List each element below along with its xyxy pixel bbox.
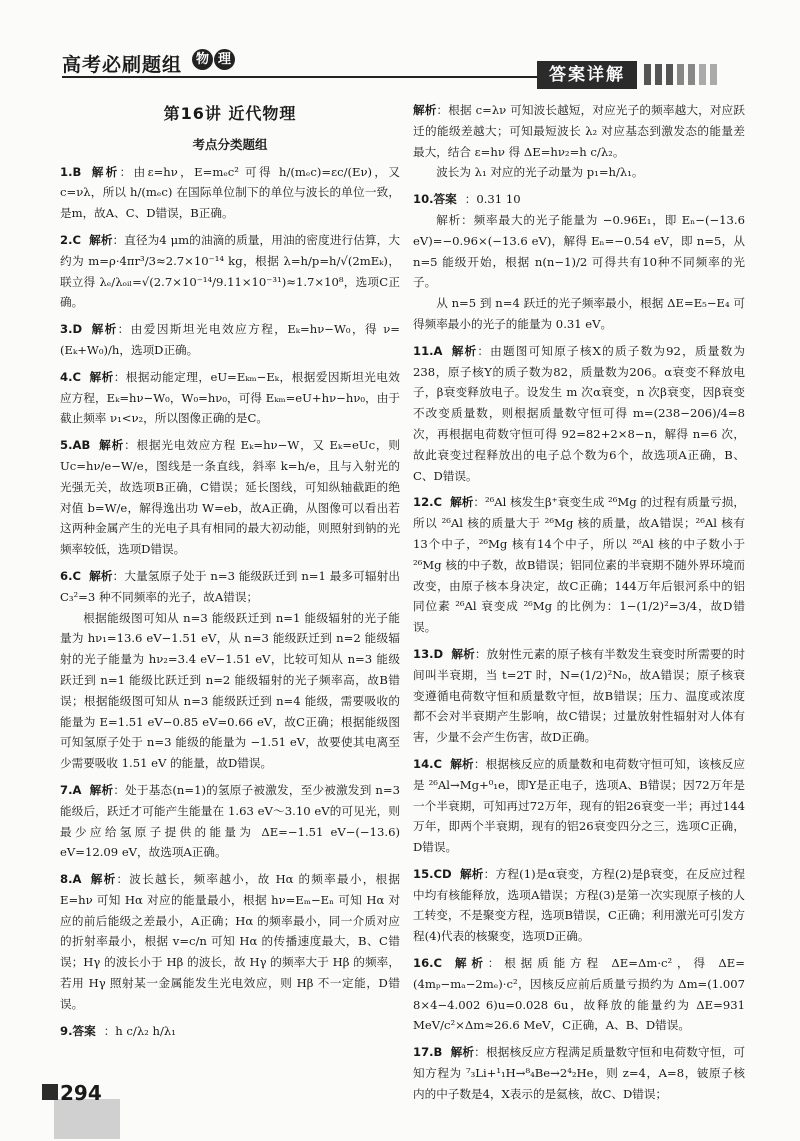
page-number-block [42,1081,122,1141]
answer-choice: D [72,322,83,337]
analysis-label: 解析 [89,872,117,887]
answer-section-tab: 答案详解 [537,61,637,89]
answer-paragraph [413,341,745,487]
answer-item [413,492,745,638]
analysis-label: 解析 [450,495,474,510]
analysis-label: 解析 [413,103,437,117]
right-column [413,100,745,1111]
answer-item [60,869,400,1015]
answer-item [413,864,745,947]
answer-choice: C [72,568,81,583]
analysis-label: 解析 [450,756,474,771]
left-column [60,100,400,1047]
answer-paragraph [413,953,745,1036]
question-number: 6. [60,568,73,583]
answer-text: ：根据核反应方程满足质量数守恒和电荷数守恒，可知方程为 ⁷₃Li+¹₁H→⁸₄Be→2⁴₂He，则 z=4，A=8，铍原子核内的中子数是4，X表示的是氦核，故C、D错误； [413,1045,745,1101]
answer-item [60,319,400,361]
answer-continuation: 从 n=5 到 n=4 跃迁的光子频率最小，根据 ΔE=E₅−E₄ 可得频率最小的光子的能量为 0.31 eV。 [413,296,745,331]
subject-char: 物 [192,49,213,70]
answer-choice: A [72,872,82,887]
answer-continuation: 解析：频率最大的光子能量为 −0.96E₁，即 Eₙ−(−13.6 eV)=−0.96×(−13.6 eV)，解得 Eₙ=−0.54 eV，即 n=5，从 n=5 能级开始，根据 n(n−1)/2 可得共有10种不同频率的光子。 [413,212,745,290]
answer-paragraph [60,367,400,429]
question-number: 10. [413,192,434,207]
answer-text: ：处于基态(n=1)的氢原子被激发，至少被激发到 n=3 能级后，跃迁才可能产生能量在 1.63 eV～3.10 eV的可见光，则最少应给氢原子提供的能量为 ΔE=−1.51 eV−(−13.6) eV=12.09 eV，故选项A正确。 [60,782,400,860]
answer-text: ：由ε=hν，E=mₑc² 可得 h/(mₑc)=εc/(Eν)，又c=νλ，所以 h/(mₑc) 在国际单位制下的单位与波长的单位一致，是m，故A、C、D错误，B正确。 [60,164,400,221]
answer-paragraph [413,189,745,210]
question-number: 15. [413,866,434,881]
question-number: 11. [413,343,434,358]
answer-text: ：方程(1)是α衰变，方程(2)是β衰变，在反应过程中均有核能释放，选项A错误；方程(3)是第一次实现原子核的人工转变，不是聚变方程，选项B错误，C正确；利用激光可引发方程(4)代表的核聚变，选项D正确。 [413,866,745,944]
answer-paragraph [60,566,400,608]
answer-text: ：根据 c=λν 可知波长越短，对应光子的频率越大，对应跃迁的能级差越大；可知最短波长 λ₂ 对应基态到激发态的能量差最大，结合 ε=hν 得 ΔE=hν₂=h c/λ₂。 [413,103,745,159]
answer-paragraph [413,100,745,162]
answer-item [413,1042,745,1104]
analysis-label: 解析 [89,164,120,179]
answer-choice: 答案 [433,192,457,207]
analysis-label: 解析 [98,438,125,453]
answer-paragraph [60,869,400,1015]
question-number: 9. [60,1023,73,1038]
decorative-stripes [644,64,717,85]
analysis-label: 解析 [450,343,478,358]
answer-item [413,189,745,335]
answer-item [413,754,745,858]
answer-choice: C [72,232,81,247]
answer-choice: D [433,646,444,661]
answer-text: ：放射性元素的原子核有半数发生衰变时所需要的时间叫半衰期，当 t=2T 时，N=(1/2)²N₀，故A错误；原子核衰变遵循电荷数守恒和质量数守恒，故B错误；压力、温度或浓度都不会对半衰期产生影响，故C错误；过量放射性辐射对人体有害，少量不会产生伤害，故D正确。 [413,646,745,745]
analysis-label: 解析 [89,232,113,247]
answer-list-right [413,100,745,1105]
question-number: 5. [60,438,73,453]
answer-choice: A [433,343,443,358]
answer-item [60,162,400,224]
answer-choice: 答案 [72,1023,96,1038]
answer-paragraph [60,780,400,863]
answer-choice: C [433,495,443,510]
answer-choice: C [433,956,443,971]
question-number: 17. [413,1045,434,1060]
answer-choice: C [433,756,443,771]
chapter-title: 第16讲 近代物理 [163,104,297,123]
subject-badge [192,49,235,70]
answer-item [60,230,400,313]
answer-paragraph [413,1042,745,1104]
section-title: 考点分类题组 [192,136,268,152]
question-number: 3. [60,322,73,337]
answer-list-left [60,162,400,1042]
analysis-label: 解析 [90,322,118,337]
answer-paragraph [413,864,745,947]
answer-choice: B [72,164,82,179]
page-number: 294 [60,1081,102,1105]
answer-item [60,1021,400,1042]
answer-paragraph [60,162,400,224]
question-number: 13. [413,646,434,661]
book-title: 高考必刷题组 [62,54,183,76]
answer-choice: C [72,369,81,384]
page-header [0,0,800,85]
question-number: 8. [60,872,73,887]
page-number-shadow [54,1099,120,1139]
subject-char: 理 [214,49,235,70]
analysis-label: 解析 [459,866,484,881]
question-number: 4. [60,369,73,384]
analysis-label: 解析 [450,1045,475,1060]
analysis-label: 解析 [89,568,113,583]
header-rule [62,76,537,78]
answer-paragraph [413,492,745,638]
analysis-label: 解析 [450,956,488,971]
answer-choice: CD [433,866,452,881]
answer-text: ：0.31 10 [464,192,521,207]
answer-item [60,566,400,774]
answer-item [413,341,745,487]
answer-text: ：h c/λ₂ h/λ₁ [103,1023,176,1038]
answer-paragraph [413,644,745,748]
answer-paragraph [413,754,745,858]
question-number: 14. [413,756,434,771]
answer-paragraph [60,435,400,560]
answer-item [60,435,400,560]
question-number: 2. [60,232,73,247]
analysis-label: 解析 [451,646,475,661]
answer-text: ：²⁶Al 核发生β⁺衰变生成 ²⁶Mg 的过程有质量亏损，所以 ²⁶Al 核的质量大于 ²⁶Mg 核的质量，故A错误；²⁶Al 核有13个中子，²⁶Mg 核有14个中子，所以 ²⁶Al 核的中子数小于 ²⁶Mg 核的中子数，故B错误；铝同位素的半衰期不随外界环境而改变，由原子核本身决定，故C正确；144万年后银河系中的铝同位素 ²⁶Al 衰变成 ²⁶Mg 的比例为：1−(1/2)²=3/4，故D错误。 [413,495,745,635]
analysis-label: 解析 [89,782,114,797]
question-number: 12. [413,495,434,510]
answer-text: ：波长越长，频率越小，故 Hα 的频率最小，根据 E=hν 可知 Hα 对应的能量最小，根据 hν=Eₘ−Eₙ 可知 Hα 对应的前后能级之差最小，A正确；Hα 的频率最小，同一介质对应的折射率最小，根据 v=c/n 可知 Hα 的传播速度最大，B、C错误；Hγ 的波长小于 Hβ 的波长，故 Hγ 的频率大于 Hβ 的频率，若用 Hγ 照射某一金属能发生光电效应，则 Hβ 不一定能，D错误。 [60,872,400,1011]
answer-choice: AB [72,438,91,453]
answer-text: ：根据动能定理，eU=Eₖₘ−Eₖ，根据爱因斯坦光电效应方程，Eₖ=hν−W₀，W₀=hν₀，可得 Eₖₘ=eU+hν−hν₀，由于截止频率 ν₁<ν₂，所以图像正确的是C。 [60,369,400,426]
answer-paragraph [60,1021,400,1042]
answer-text: ：由爱因斯坦光电效应方程，Eₖ=hν−W₀，得 ν=(Eₖ+W₀)/h，选项D正确。 [60,322,400,357]
answer-item [60,367,400,429]
answer-paragraph [60,230,400,313]
answer-continuation: 波长为 λ₁ 对应的光子动量为 p₁=h/λ₁。 [436,165,644,180]
answer-item [413,953,745,1036]
analysis-label: 解析 [89,369,114,384]
answer-text: ：根据光电效应方程 Eₖ=hν−W，又 Eₖ=eUc，则 Uc=hν/e−W/e，图线是一条直线，斜率 k=h/e，且与入射光的光强无关，故选项B正确，C错误；延长图线，可知纵轴截距的绝对值 b=W/e，解得逸出功 W=eb，故A正确，从图像可以看出若这两种金属产生的光电子具有相同的最大初动能，则照射到钠的光频率较低，选项D错误。 [60,438,400,557]
answer-text: ：根据核反应的质量数和电荷数守恒可知，该核反应是 ²⁶Al→Mg+⁰₁e，即Y是正电子，选项A、B错误；因72万年是一个半衰期，可知再过72万年，现有的铝26衰变一半；再过144万年，即两个半衰期，现有的铝26衰变四分之三，选项C正确，D错误。 [413,756,745,855]
answer-text: ：直径为4 μm的油滴的质量，用油的密度进行估算，大约为 m=ρ·4πr³/3≈2.7×10⁻¹⁴ kg，根据 λ=h/p=h/√(2mEₖ)，联立得 λₑ/λₒᵢₗ=√(2.7×10⁻¹⁴/9.11×10⁻³¹)≈1.7×10⁸，选项C正确。 [60,232,400,310]
answer-paragraph [60,319,400,361]
question-number: 16. [413,956,434,971]
answer-item [413,100,745,183]
answer-text: ：由题图可知原子核X的质子数为92，质量数为238，原子核Y的质子数为82，质量数为206。α衰变不释放电子，β衰变释放电子。设发生 m 次α衰变，n 次β衰变，因β衰变不改变质量数，则根据质量数守恒可得 m=(238−206)/4=8 次，再根据电荷数守恒可得 92=82+2×8−n，解得 n=6 次，故此衰变过程释放出的电子总个数为6个，故选项A正确，B、C、D错误。 [413,343,745,483]
answer-continuation: 根据能级图可知从 n=3 能级跃迁到 n=1 能级辐射的光子能量为 hν₁=13.6 eV−1.51 eV，从 n=3 能级跃迁到 n=2 能级辐射的光子能量为 hν₂=3.4 eV−1.51 eV，比较可知从 n=3 能级跃迁到 n=1 能级比跃迁到 n=2 能级辐射的光子频率高，故B错误；根据能级图可知从 n=3 能级跃迁到 n=4 能级，需要吸收的能量为 E=1.51 eV−0.85 eV=0.66 eV，故C正确；根据能级图可知氢原子处于 n=3 能级的能量为 −1.51 eV，故要使其电离至少需要吸收 1.51 eV 的能量，故D错误。 [60,610,400,771]
answer-item [60,780,400,863]
answer-choice: A [72,782,82,797]
question-number: 1. [60,164,73,179]
answer-item [413,644,745,748]
question-number: 7. [60,782,73,797]
page-number-square [42,1084,58,1100]
answer-text: ：大量氢原子处于 n=3 能级跃迁到 n=1 最多可辐射出 C₃²=3 种不同频率的光子，故A错误； [60,568,400,604]
answer-text: ：根据质能方程 ΔE=Δm·c²，得 ΔE=(4mₚ−mₐ−2mₑ)·c²，因核反应前后质量亏损约为 Δm=(1.007 8×4−4.002 6)u=0.028 6u，故释放的能量约为 ΔE=931 MeV/c²×Δm≈26.6 MeV，C正确，A、B、D错误。 [413,956,745,1033]
answer-choice: B [433,1045,443,1060]
